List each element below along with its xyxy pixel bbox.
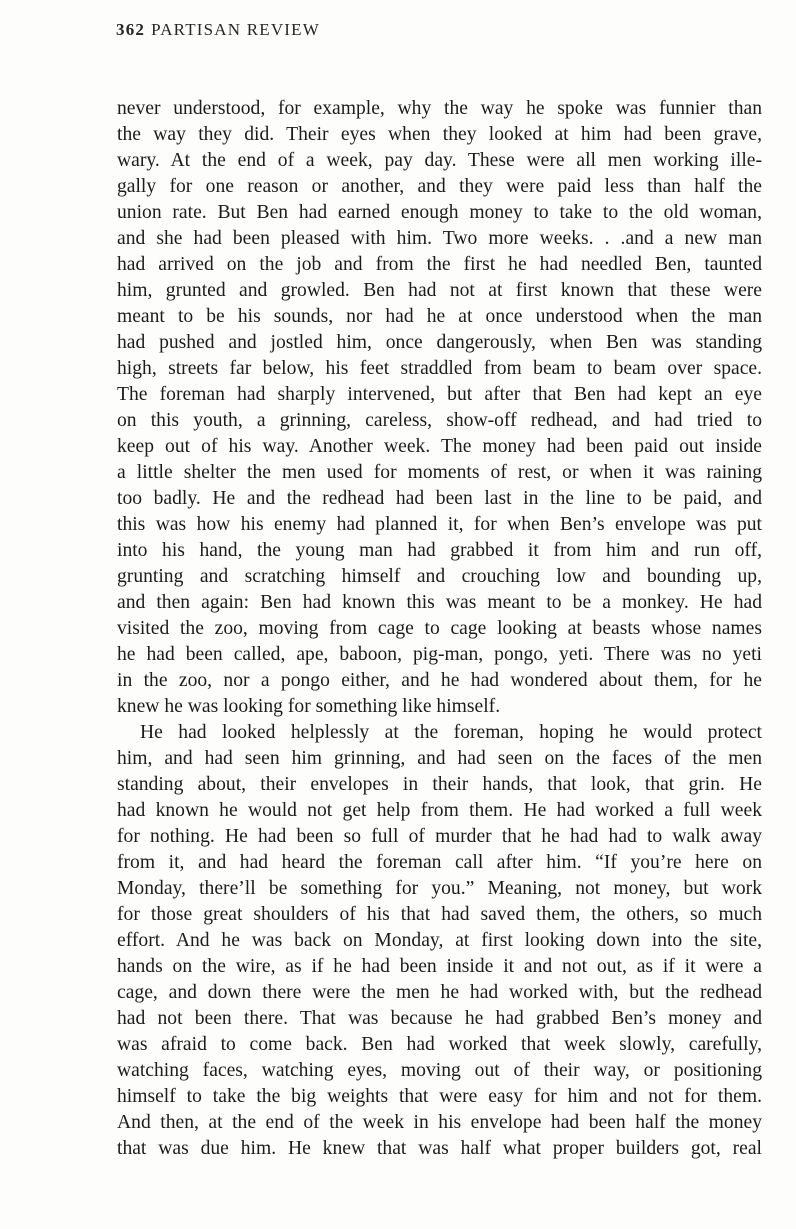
- paragraph: [117, 720, 762, 1162]
- text-line: for nothing. He had been so full of murder that he had had to walk away: [117, 826, 762, 847]
- text-line: for those great shoulders of his that had saved them, the others, so much: [117, 904, 762, 925]
- text-line: into his hand, the young man had grabbed it from him and run off,: [117, 540, 762, 561]
- text-line: union rate. But Ben had earned enough money to take to the old woman,: [117, 202, 762, 223]
- running-head: [116, 20, 320, 40]
- text-line: a little shelter the men used for moments of rest, or when it was raining: [117, 462, 762, 483]
- text-line: The foreman had sharply intervened, but after that Ben had kept an eye: [117, 384, 762, 405]
- text-line: knew he was looking for something like himself.: [117, 696, 501, 717]
- text-line: him, grunted and growled. Ben had not at first known that these were: [117, 280, 762, 301]
- text-line: gally for one reason or another, and they were paid less than half the: [117, 176, 762, 197]
- text-line: And then, at the end of the week in his envelope had been half the money: [117, 1112, 762, 1133]
- text-line: watching faces, watching eyes, moving out of their way, or positioning: [117, 1060, 762, 1081]
- body-text: [117, 96, 762, 1162]
- text-line: grunting and scratching himself and crouching low and bounding up,: [117, 566, 762, 587]
- paragraph: [117, 96, 762, 720]
- text-line: visited the zoo, moving from cage to cage looking at beasts whose names: [117, 618, 762, 639]
- text-line: cage, and down there were the men he had worked with, but the redhead: [117, 982, 762, 1003]
- text-line: from it, and had heard the foreman call after him. “If you’re here on: [117, 852, 762, 873]
- text-line: had arrived on the job and from the first he had needled Ben, taunted: [117, 254, 762, 275]
- text-line: meant to be his sounds, nor had he at once understood when the man: [117, 306, 762, 327]
- text-line: the way they did. Their eyes when they looked at him had been grave,: [117, 124, 762, 145]
- text-line: he had been called, ape, baboon, pig-man, pongo, yeti. There was no yeti: [117, 644, 762, 665]
- text-line: Monday, there’ll be something for you.” Meaning, not money, but work: [117, 878, 762, 899]
- text-line: hands on the wire, as if he had been inside it and not out, as if it were a: [117, 956, 762, 977]
- text-line: had pushed and jostled him, once dangerously, when Ben was standing: [117, 332, 762, 353]
- text-line: had not been there. That was because he had grabbed Ben’s money and: [117, 1008, 762, 1029]
- text-line: never understood, for example, why the way he spoke was funnier than: [117, 98, 762, 119]
- text-line: and she had been pleased with him. Two more weeks. . .and a new man: [117, 228, 762, 249]
- text-line: effort. And he was back on Monday, at first looking down into the site,: [117, 930, 762, 951]
- journal-title: PARTISAN REVIEW: [151, 20, 320, 39]
- text-line: keep out of his way. Another week. The money had been paid out inside: [117, 436, 762, 457]
- text-line: was afraid to come back. Ben had worked that week slowly, carefully,: [117, 1034, 762, 1055]
- text-line: this was how his enemy had planned it, for when Ben’s envelope was put: [117, 514, 762, 535]
- text-line: on this youth, a grinning, careless, show-off redhead, and had tried to: [117, 410, 762, 431]
- text-line: in the zoo, nor a pongo either, and he had wondered about them, for he: [117, 670, 762, 691]
- text-line: himself to take the big weights that were easy for him and not for them.: [117, 1086, 762, 1107]
- text-line: too badly. He and the redhead had been last in the line to be paid, and: [117, 488, 762, 509]
- text-line: and then again: Ben had known this was meant to be a monkey. He had: [117, 592, 762, 613]
- text-line: high, streets far below, his feet straddled from beam to beam over space.: [117, 358, 762, 379]
- page-number: 362: [116, 20, 146, 39]
- text-line: wary. At the end of a week, pay day. These were all men working ille-: [117, 150, 762, 171]
- text-line: that was due him. He knew that was half what proper builders got, real: [117, 1138, 762, 1159]
- text-line: had known he would not get help from them. He had worked a full week: [117, 800, 762, 821]
- text-line: him, and had seen him grinning, and had seen on the faces of the men: [117, 748, 762, 769]
- text-line: standing about, their envelopes in their hands, that look, that grin. He: [117, 774, 762, 795]
- text-line: He had looked helplessly at the foreman, hoping he would protect: [140, 722, 762, 743]
